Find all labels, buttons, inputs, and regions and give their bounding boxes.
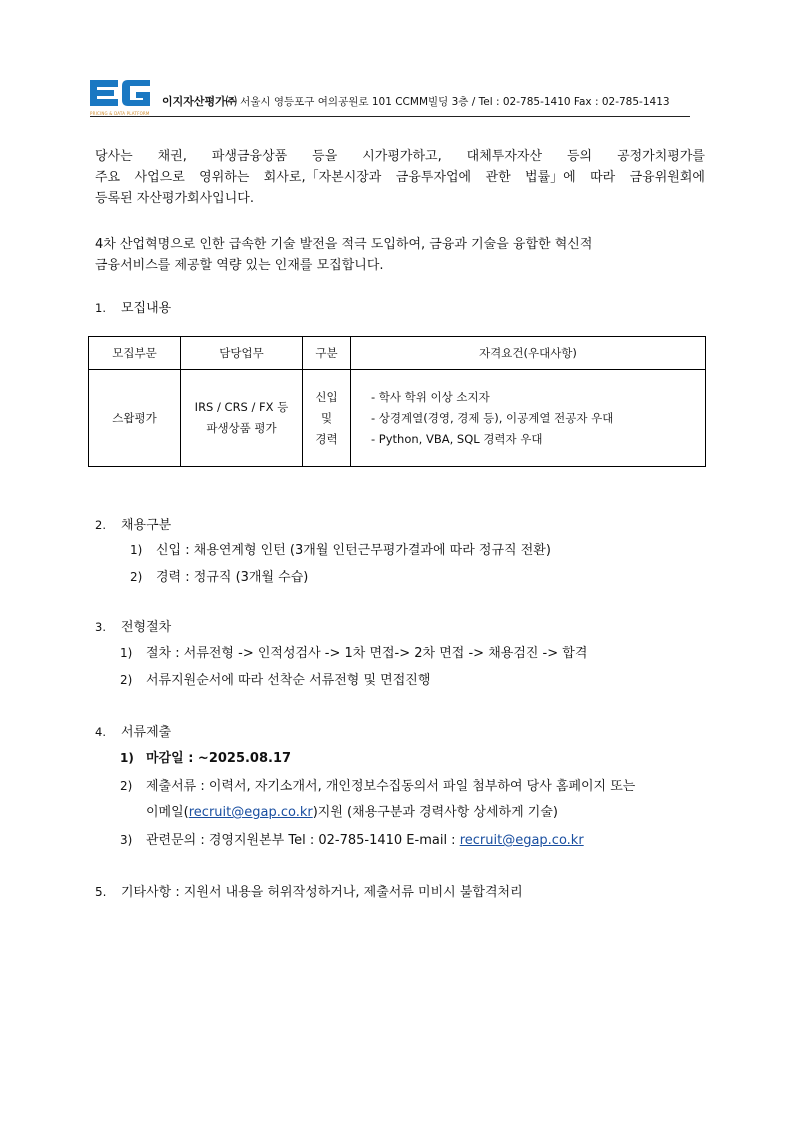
header-contact (162, 93, 670, 109)
intro-line-3: 등록된 자산평가회사입니다. (95, 191, 254, 206)
intro-word: 법률」에 (525, 170, 576, 185)
intro-word: 시가평가하고, (362, 149, 442, 164)
table-row (89, 370, 706, 467)
list-item: 2) 서류지원순서에 따라 선착순 서류전형 및 면접진행 (120, 673, 431, 688)
section-4-title: 4. 서류제출 (95, 725, 172, 740)
mission-line-1: 4차 산업혁명으로 인한 급속한 기술 발전을 적극 도입하여, 금융과 기술을 융합한 혁신적 (95, 237, 593, 252)
list-item: 1) 절차 : 서류전형 -> 인적성검사 -> 1차 면접-> 2차 면접 -> 채용검진 -> 합격 (120, 646, 588, 661)
mission-paragraph (95, 234, 705, 276)
intro-word: 공정가치평가를 (617, 149, 705, 164)
section-1-title: 1. 모집내용 (95, 301, 172, 316)
intro-word: 사업으로 (134, 170, 185, 185)
intro-word: 관한 (485, 170, 511, 185)
header-type: 구분 (303, 337, 351, 370)
intro-word: 채권, (157, 149, 187, 164)
email-link[interactable]: recruit@egap.co.kr (188, 805, 313, 820)
intro-word: 회사로,「자본시장과 (263, 170, 382, 185)
list-item: 2) 경력 : 정규직 (3개월 수습) (130, 570, 309, 585)
intro-word: 등을 (312, 149, 338, 164)
inquiry-item: 3) 관련문의 : 경영지원본부 Tel : 02-785-1410 E-mail : recruit@egap.co.kr (120, 833, 584, 848)
section-3-title: 3. 전형절차 (95, 620, 172, 635)
cell-duty: IRS / CRS / FX 등 파생상품 평가 (181, 370, 303, 467)
cell-requirements: - 학사 학위 이상 소지자 - 상경계열(경영, 경제 등), 이공계열 전공자 우대 - Python, VBA, SQL 경력자 우대 (351, 370, 706, 467)
company-address: 서울시 영등포구 여의공원로 101 CCMM빌딩 3층 / Tel : 02-785-1410 Fax : 02-785-1413 (240, 96, 670, 108)
logo-tagline: PRICING & DATA PLATFORM (90, 111, 150, 116)
intro-word: 등의 (566, 149, 593, 164)
header-requirements: 자격요건(우대사항) (351, 337, 706, 370)
intro-line-1 (95, 146, 705, 167)
header-division: 모집부문 (89, 337, 181, 370)
intro-word: 금융위원회에 (629, 170, 705, 185)
deadline-item: 1) 마감일 : ~2025.08.17 (120, 751, 292, 766)
intro-word: 당사는 (95, 149, 133, 164)
list-item: 1) 신입 : 채용연계형 인턴 (3개월 인턴근무평가결과에 따라 정규직 전환) (130, 543, 551, 558)
section-5-item: 5. 기타사항 : 지원서 내용을 허위작성하거나, 제출서류 미비시 불합격처리 (95, 885, 523, 900)
intro-word: 주요 (95, 170, 121, 185)
intro-word: 대체투자자산 (466, 149, 543, 164)
intro-word: 따라 (590, 170, 616, 185)
section-2-title: 2. 채용구분 (95, 518, 172, 533)
letterhead (90, 78, 690, 117)
table-header-row (89, 337, 706, 370)
intro-paragraph (95, 146, 705, 209)
cell-type: 신입 및 경력 (303, 370, 351, 467)
documents-item-continued: 이메일(recruit@egap.co.kr)지원 (채용구분과 경력사항 상세하게 기술) (146, 805, 558, 820)
email-link[interactable]: recruit@egap.co.kr (459, 833, 584, 848)
company-name: 이지자산평가㈜ (162, 95, 237, 108)
intro-word: 금융투자업에 (395, 170, 472, 185)
cell-division: 스왑평가 (89, 370, 181, 467)
recruitment-table (88, 336, 706, 467)
intro-line-2 (95, 167, 705, 188)
header-duty: 담당업무 (181, 337, 303, 370)
mission-line-2: 금융서비스를 제공할 역량 있는 인재를 모집합니다. (95, 258, 384, 273)
intro-word: 영위하는 (199, 170, 250, 185)
eg-logo-icon (90, 78, 154, 110)
company-logo (90, 78, 154, 116)
intro-word: 파생금융상품 (211, 149, 288, 164)
documents-item: 2) 제출서류 : 이력서, 자기소개서, 개인정보수집동의서 파일 첨부하여 당사 홈페이지 또는 (120, 779, 636, 794)
